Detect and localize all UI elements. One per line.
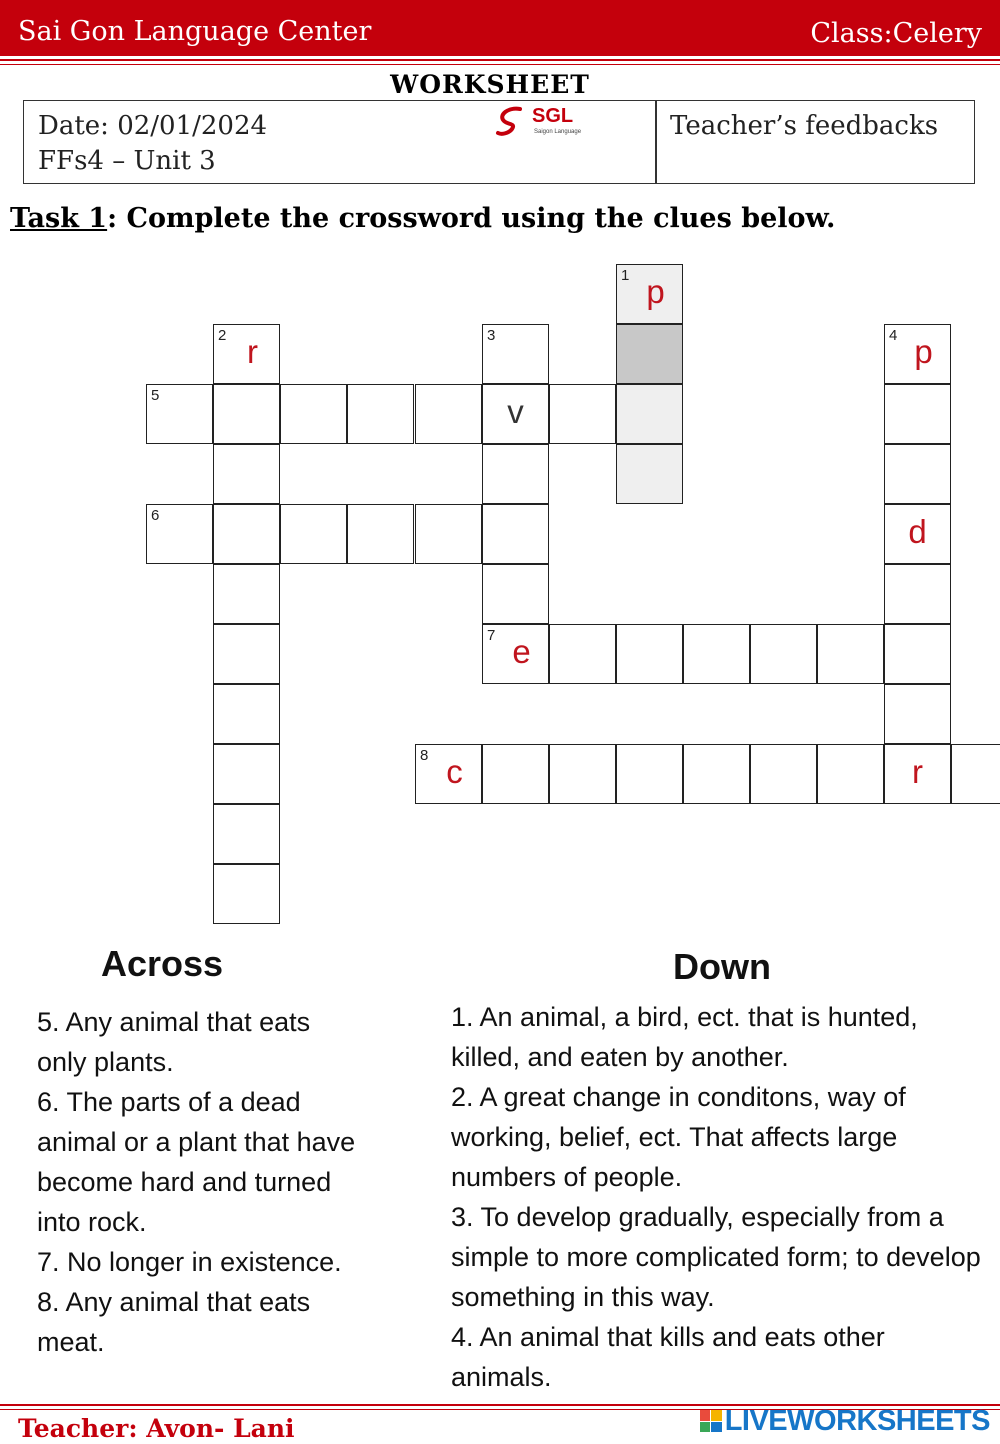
clue-number: 3 xyxy=(487,327,496,344)
down-clue: 1. An animal, a bird, ect. that is hunted, killed, and eaten by another. xyxy=(451,1002,918,1072)
given-letter: r xyxy=(912,753,923,790)
crossword-cell[interactable] xyxy=(549,744,616,804)
crossword-cell[interactable] xyxy=(213,624,280,684)
info-box xyxy=(23,100,975,184)
crossword-cell[interactable] xyxy=(616,264,683,324)
crossword-cell[interactable] xyxy=(884,624,951,684)
liveworksheets-logo[interactable] xyxy=(700,1404,990,1438)
crossword-cell[interactable] xyxy=(884,684,951,744)
header-rule-thin xyxy=(0,64,1000,65)
given-letter: c xyxy=(446,753,463,790)
crossword-cell[interactable] xyxy=(750,624,817,684)
logo-subtext: Saigon Language xyxy=(534,129,582,135)
down-clue: 2. A great change in conditons, way of working, belief, ect. That affects large numbers of people. xyxy=(451,1082,906,1192)
crossword-cell[interactable] xyxy=(213,444,280,504)
crossword-cell[interactable] xyxy=(213,384,280,444)
task-label: Task 1 xyxy=(10,203,108,234)
down-clue: 3. To develop gradually, especially from a simple to more complicated form; to develop something in this way. xyxy=(451,1202,981,1312)
clue-number: 8 xyxy=(420,747,429,764)
clue-number: 6 xyxy=(151,507,160,524)
crossword-cell[interactable] xyxy=(817,744,884,804)
crossword-cell[interactable] xyxy=(683,624,750,684)
worksheet-title: WORKSHEET xyxy=(390,70,590,99)
given-letter: d xyxy=(908,513,927,550)
crossword-cell[interactable] xyxy=(482,444,549,504)
crossword-cell[interactable] xyxy=(750,744,817,804)
down-clues xyxy=(451,997,991,1397)
info-divider xyxy=(655,101,657,183)
header-rule xyxy=(0,59,1000,61)
crossword-cell[interactable] xyxy=(549,384,616,444)
liveworksheets-icon xyxy=(700,1410,722,1432)
crossword-cell[interactable] xyxy=(415,744,482,804)
liveworksheets-text: LIVEWORKSHEETS xyxy=(724,1404,990,1437)
across-clue: 7. No longer in existence. xyxy=(37,1247,342,1277)
crossword-cell[interactable] xyxy=(884,504,951,564)
crossword-cell[interactable] xyxy=(213,324,280,384)
across-heading: Across xyxy=(101,943,224,984)
crossword-cell[interactable] xyxy=(616,624,683,684)
task-text: : Complete the crossword using the clues below. xyxy=(107,203,836,234)
given-letter: v xyxy=(507,393,524,430)
crossword-cell[interactable] xyxy=(884,444,951,504)
crossword-cell[interactable] xyxy=(616,444,683,504)
given-letter: r xyxy=(247,333,258,370)
sgl-swoosh-icon xyxy=(494,105,530,139)
teacher-name: Teacher: Avon- Lani xyxy=(18,1414,295,1443)
date-label: Date: 02/01/2024 xyxy=(38,111,268,141)
crossword-cell[interactable] xyxy=(280,384,347,444)
crossword-cell[interactable] xyxy=(213,564,280,624)
across-clue: 6. The parts of a dead animal or a plant that have become hard and turned into rock. xyxy=(37,1087,356,1237)
clue-number: 1 xyxy=(621,267,630,284)
crossword-cell[interactable] xyxy=(213,804,280,864)
crossword-cell[interactable] xyxy=(482,564,549,624)
task-instruction xyxy=(10,203,835,234)
logo-text: SGL xyxy=(532,105,574,127)
crossword-cell[interactable] xyxy=(884,564,951,624)
crossword-cell[interactable] xyxy=(616,324,683,384)
crossword-cell[interactable] xyxy=(951,744,1000,804)
crossword-cell[interactable] xyxy=(280,504,347,564)
unit-label: FFs4 – Unit 3 xyxy=(38,146,216,176)
crossword-cell[interactable] xyxy=(482,504,549,564)
given-letter: p xyxy=(646,273,665,310)
crossword-cell[interactable] xyxy=(616,744,683,804)
crossword-cell[interactable] xyxy=(616,384,683,444)
sgl-logo xyxy=(494,105,594,139)
crossword-cell[interactable] xyxy=(213,504,280,564)
crossword-cell[interactable] xyxy=(415,504,482,564)
crossword-cell[interactable] xyxy=(146,384,213,444)
crossword-cell[interactable] xyxy=(482,744,549,804)
crossword-cell[interactable] xyxy=(884,384,951,444)
across-clues xyxy=(37,1002,367,1362)
given-letter: e xyxy=(512,633,531,670)
down-clue: 4. An animal that kills and eats other animals. xyxy=(451,1322,885,1392)
crossword-cell[interactable] xyxy=(213,864,280,924)
crossword-cell[interactable] xyxy=(213,684,280,744)
crossword-cell[interactable] xyxy=(482,624,549,684)
clue-number: 2 xyxy=(218,327,227,344)
crossword-cell[interactable] xyxy=(482,324,549,384)
crossword-cell[interactable] xyxy=(347,504,414,564)
across-clue: 8. Any animal that eats meat. xyxy=(37,1287,311,1357)
school-name: Sai Gon Language Center xyxy=(18,16,372,47)
down-heading: Down xyxy=(673,946,771,987)
feedback-label: Teacher’s feedbacks xyxy=(670,111,939,141)
clue-number: 5 xyxy=(151,387,160,404)
crossword-cell[interactable] xyxy=(817,624,884,684)
crossword-cell[interactable] xyxy=(347,384,414,444)
across-clue: 5. Any animal that eats only plants. xyxy=(37,1007,311,1077)
crossword-cell[interactable] xyxy=(146,504,213,564)
given-letter: p xyxy=(914,333,933,370)
crossword-cell[interactable] xyxy=(683,744,750,804)
crossword-cell[interactable] xyxy=(482,384,549,444)
crossword-cell[interactable] xyxy=(415,384,482,444)
crossword-cell[interactable] xyxy=(213,744,280,804)
header-bar xyxy=(0,0,1000,56)
crossword-cell[interactable] xyxy=(884,744,951,804)
crossword-cell[interactable] xyxy=(549,624,616,684)
class-name: Class:Celery xyxy=(810,18,982,49)
clue-number: 7 xyxy=(487,627,496,644)
crossword-cell[interactable] xyxy=(884,324,951,384)
clue-number: 4 xyxy=(889,327,898,344)
